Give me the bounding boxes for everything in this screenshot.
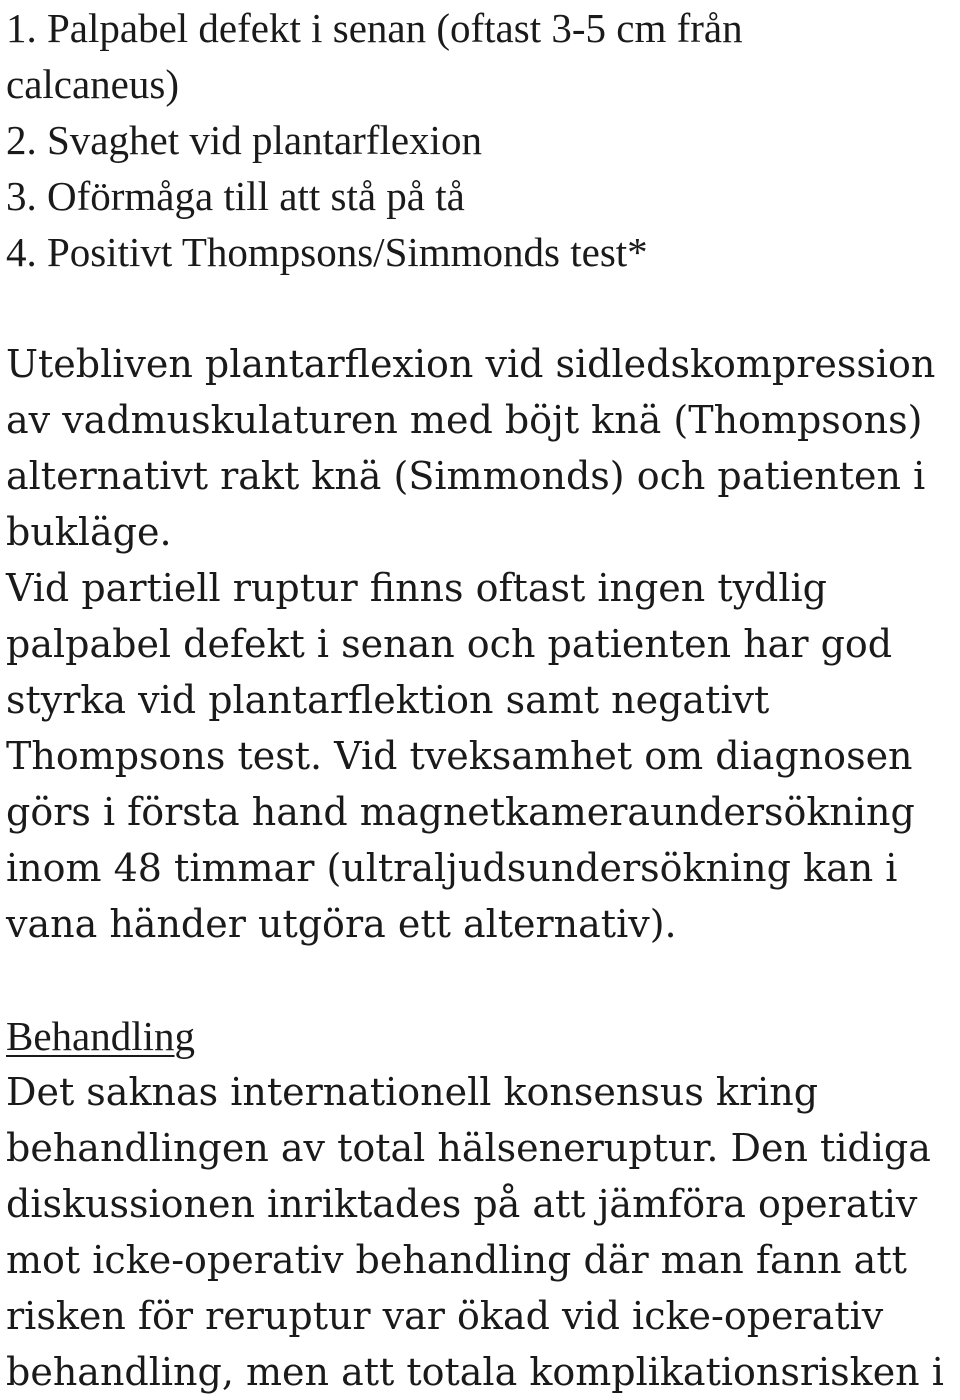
paragraph-gap: [6, 952, 956, 1008]
list-item-continuation: calcaneus): [6, 61, 179, 107]
paragraph-line: Thompsons test. Vid tveksamhet om diagnosen: [6, 734, 913, 778]
treatment-paragraph: [6, 1064, 956, 1400]
paragraph-line: bukläge.: [6, 510, 172, 554]
partial-rupture-paragraph: [6, 560, 956, 952]
list-item: 3. Oförmåga till att stå på tå: [6, 173, 465, 219]
paragraph-line: görs i första hand magnetkameraundersökning: [6, 790, 915, 834]
paragraph-line: vana händer utgöra ett alternativ).: [6, 902, 677, 946]
treatment-heading-block: [6, 1008, 956, 1064]
treatment-heading: Behandling: [6, 1013, 196, 1059]
paragraph-line: palpabel defekt i senan och patienten har god: [6, 622, 893, 666]
paragraph-line: styrka vid plantarflektion samt negativt: [6, 678, 770, 722]
paragraph-line: behandlingen av total hälseneruptur. Den tidiga: [6, 1126, 931, 1170]
paragraph-line: inom 48 timmar (ultraljudsundersökning kan i: [6, 846, 898, 890]
paragraph-line: diskussionen inriktades på att jämföra operativ: [6, 1182, 918, 1226]
list-item: 4. Positivt Thompsons/Simmonds test*: [6, 229, 648, 275]
paragraph-line: Utebliven plantarflexion vid sidledskompression: [6, 342, 936, 386]
diagnosis-criteria-list: [6, 0, 956, 280]
paragraph-line: mot icke-operativ behandling där man fann att: [6, 1238, 907, 1282]
test-footnote-paragraph: [6, 336, 956, 560]
paragraph-line: Vid partiell ruptur finns oftast ingen tydlig: [6, 566, 828, 610]
paragraph-line: av vadmuskulaturen med böjt knä (Thompsons): [6, 398, 923, 442]
paragraph-gap: [6, 280, 956, 336]
paragraph-line: behandling, men att totala komplikationsrisken i: [6, 1350, 944, 1394]
list-item: 1. Palpabel defekt i senan (oftast 3-5 cm från: [6, 5, 743, 51]
paragraph-line: risken för reruptur var ökad vid icke-operativ: [6, 1294, 884, 1338]
list-item: 2. Svaghet vid plantarflexion: [6, 117, 482, 163]
paragraph-line: Det saknas internationell konsensus kring: [6, 1070, 819, 1114]
paragraph-line: alternativt rakt knä (Simmonds) och patienten i: [6, 454, 926, 498]
document-page: [6, 0, 956, 1400]
